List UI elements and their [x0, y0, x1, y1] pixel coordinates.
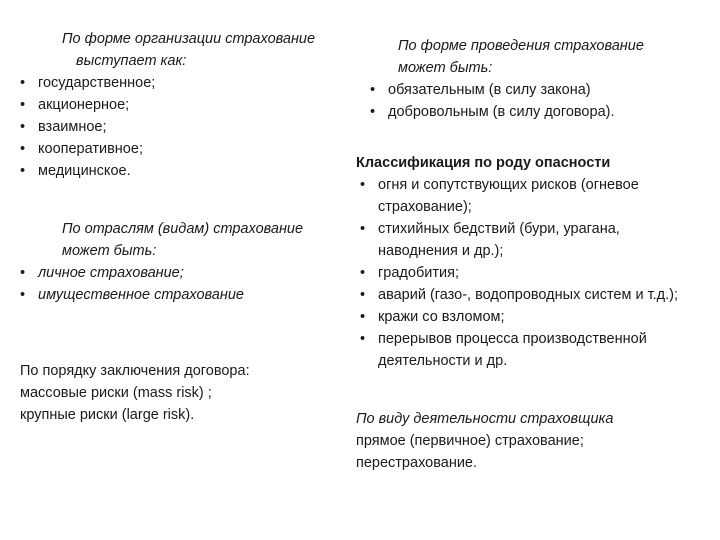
risk-classification-heading: Классификация по роду опасности: [356, 155, 611, 171]
sector-form-list: [16, 262, 356, 306]
conduct-form-heading-line1: По форме проведения страхование: [398, 38, 644, 54]
sector-form-heading-line1: По отраслям (видам) страхование: [62, 221, 304, 237]
list-item: • перерывов процесса производственной деятельности и др.: [356, 328, 696, 372]
contract-order-heading: По порядку заключения договора:: [20, 363, 250, 379]
list-item: • кражи со взломом;: [356, 306, 696, 328]
list-item: • огня и сопутствующих рисков (огневое страхование);: [356, 174, 696, 218]
insurer-activity-line: перестрахование.: [356, 455, 478, 471]
org-form-heading-line2: выступает как:: [76, 53, 187, 69]
list-item: • обязательным (в силу закона): [366, 79, 702, 101]
conduct-form-section: [362, 35, 702, 123]
org-form-heading-line1: По форме организации страхование: [62, 31, 316, 47]
list-item: • акционерное;: [16, 94, 356, 116]
list-item: • градобития;: [356, 262, 696, 284]
list-item: • добровольным (в силу договора).: [366, 101, 702, 123]
list-item: • медицинское.: [16, 160, 356, 182]
risk-classification-list: [356, 174, 696, 372]
org-form-section: [16, 28, 356, 182]
org-form-heading: [16, 28, 362, 72]
list-item: • имущественное страхование: [16, 284, 356, 306]
org-form-list: [16, 72, 356, 182]
contract-order-section: [20, 360, 340, 426]
list-item: • личное страхование;: [16, 262, 356, 284]
list-item: • государственное;: [16, 72, 356, 94]
list-item: • кооперативное;: [16, 138, 356, 160]
sector-form-section: [16, 218, 356, 306]
conduct-form-heading-line2: может быть:: [398, 60, 493, 76]
insurer-activity-heading: По виду деятельности страховщика: [356, 411, 614, 427]
conduct-form-list: [362, 79, 702, 123]
contract-order-line: массовые риски (mass risk) ;: [20, 385, 212, 401]
sector-form-heading: [16, 218, 362, 262]
contract-order-line: крупные риски (large risk).: [20, 407, 195, 423]
insurer-activity-section: [356, 408, 696, 474]
risk-classification-section: [356, 152, 696, 372]
conduct-form-heading: [362, 35, 698, 79]
list-item: • стихийных бедствий (бури, урагана, наводнения и др.);: [356, 218, 696, 262]
sector-form-heading-line2: может быть:: [62, 243, 157, 259]
list-item: • взаимное;: [16, 116, 356, 138]
insurer-activity-line: прямое (первичное) страхование;: [356, 433, 584, 449]
list-item: • аварий (газо-, водопроводных систем и т.д.);: [356, 284, 696, 306]
